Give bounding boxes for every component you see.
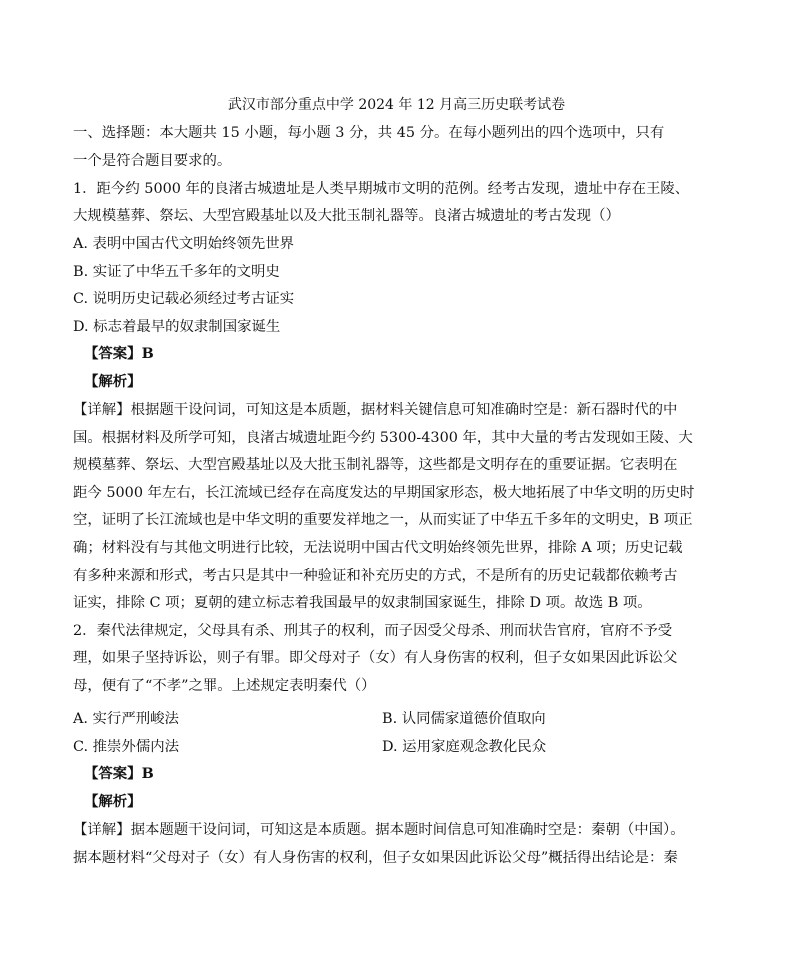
q2-stem-line-3: 母，便有了“不孝”之罪。上述规定表明秦代（） (73, 678, 376, 694)
q2-detail-line-1: 【详解】据本题题干设问词，可知这是本质题。据本题时间信息可知准确时空是：秦朝（中国）。 (73, 822, 685, 838)
q1-analysis-label: 【解析】 (84, 373, 142, 390)
q1-detail-line-3: 规模墓葬、祭坛、大型宫殿基址以及大批玉制礼器等，这些都是文明存在的重要证据。它表明在 (73, 457, 678, 473)
q1-stem-line-1: 1．距今约 5000 年的良渚古城遗址是人类早期城市文明的范例。经考古发现，遗址中存在王陵、 (73, 181, 690, 197)
q2-option-b: B. 认同儒家道德价值取向 (382, 711, 546, 727)
q2-answer: 【答案】B (84, 765, 154, 782)
q1-answer: 【答案】B (84, 345, 154, 362)
q1-detail-line-6: 确；材料没有与其他文明进行比较，无法说明中国古代文明始终领先世界，排除 A 项；历史记载 (73, 540, 683, 556)
q2-detail-line-2: 据本题材料“父母对子（女）有人身伤害的权利，但子女如果因此诉讼父母”概括得出结论是：秦 (73, 850, 678, 866)
q1-detail-line-7: 有多种来源和形式，考古只是其中一种验证和补充历史的方式，不是所有的历史记载都依赖考古 (73, 568, 678, 584)
page-title: 武汉市部分重点中学 2024 年 12 月高三历史联考试卷 (227, 97, 566, 113)
q1-detail-line-2: 国。根据材料及所学可知，良渚古城遗址距今约 5300-4300 年，其中大量的考古发现如王陵、大 (73, 430, 693, 446)
q1-detail-line-1: 【详解】根据题干设问词，可知这是本质题，据材料关键信息可知准确时空是：新石器时代的中 (73, 402, 678, 418)
q1-option-b: B. 实证了中华五千多年的文明史 (73, 264, 280, 280)
q1-option-a: A. 表明中国古代文明始终领先世界 (73, 236, 295, 252)
q1-detail-line-8: 证实，排除 C 项；夏朝的建立标志着我国最早的奴隶制国家诞生，排除 D 项。故选 B 项。 (73, 595, 652, 611)
q1-option-c: C. 说明历史记载必须经过考古证实 (73, 291, 295, 307)
q1-detail-line-4: 距今 5000 年左右，长江流域已经存在高度发达的早期国家形态，极大地拓展了中华文明的历史时 (73, 485, 695, 501)
q2-option-c: C. 推崇外儒内法 (73, 739, 179, 755)
section-heading-line-2: 一个是符合题目要求的。 (73, 153, 232, 169)
q2-stem-line-1: 2．秦代法律规定，父母具有杀、刑其子的权利，而子因受父母杀、刑而状告官府，官府不予受 (73, 623, 673, 639)
q1-stem-line-2: 大规模墓葬、祭坛、大型宫殿基址以及大批玉制礼器等。良渚古城遗址的考古发现（） (73, 208, 620, 224)
q2-option-a: A. 实行严刑峻法 (73, 711, 179, 727)
q2-analysis-label: 【解析】 (84, 793, 142, 810)
q1-detail-line-5: 空，证明了长江流域也是中华文明的重要发祥地之一，从而实证了中华五千多年的文明史，B 项正 (73, 512, 693, 528)
q2-option-d: D. 运用家庭观念教化民众 (382, 739, 547, 755)
section-heading-line-1: 一、选择题：本大题共 15 小题，每小题 3 分，共 45 分。在每小题列出的四个选项中，只有 (73, 125, 665, 141)
q2-stem-line-2: 理，如果子坚持诉讼，则子有罪。即父母对子（女）有人身伤害的权利，但子女如果因此诉讼父 (73, 650, 678, 666)
q1-option-d: D. 标志着最早的奴隶制国家诞生 (73, 319, 281, 335)
